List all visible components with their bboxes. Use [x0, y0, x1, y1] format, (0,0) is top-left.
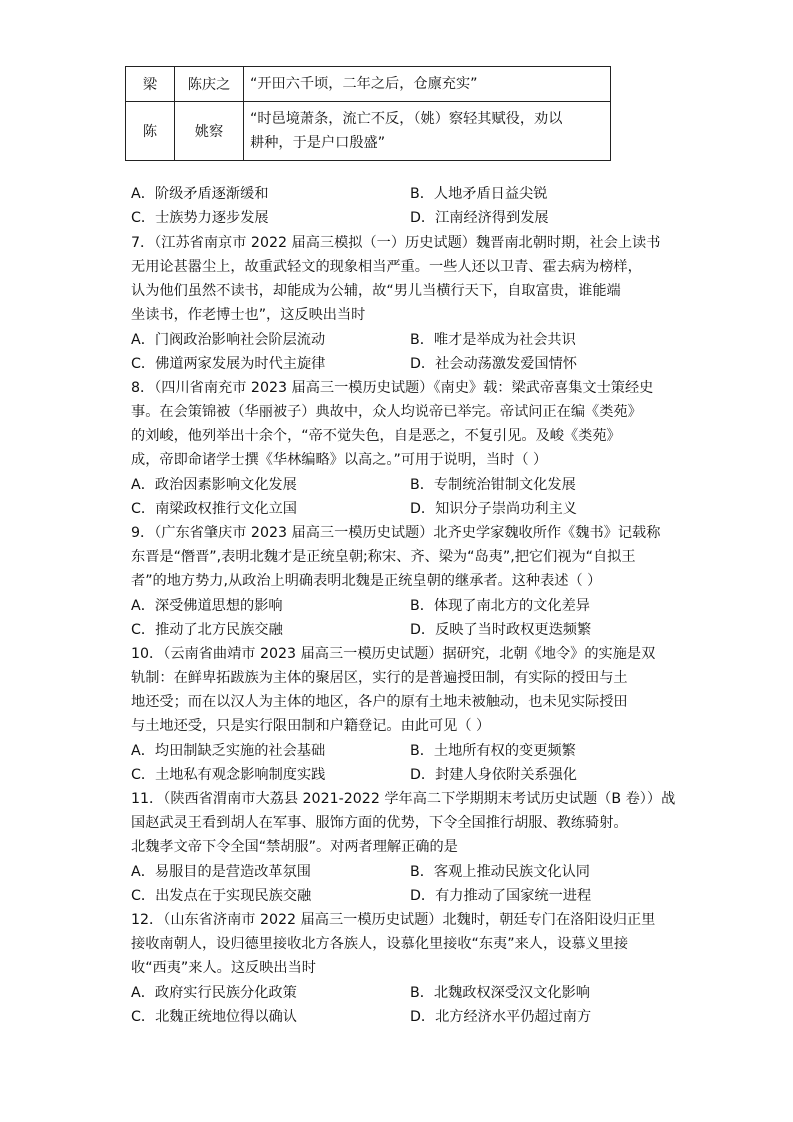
person-cell: 陈庆之	[175, 67, 244, 102]
person-cell: 姚察	[175, 102, 244, 161]
q11-stem-line: 11．（陕西省渭南市大荔县 2021-2022 学年高二下学期期末考试历史试题（B 卷））战	[131, 791, 676, 807]
q10-stem-line: 轨制：在鲜卑拓跋族为主体的聚居区，实行的是普遍授田制，有实际的授田与土	[131, 670, 628, 686]
q10-option-d: D．封建人身依附关系强化	[410, 767, 577, 783]
q8-option-b: B．专制统治钳制文化发展	[410, 477, 576, 493]
q11-option-d: D．有力推动了国家统一进程	[410, 888, 592, 904]
q10-option-a: A．均田制缺乏实施的社会基础	[131, 743, 326, 759]
q9-stem-line: 9．（广东省肇庆市 2023 届高三一模历史试题）北齐史学家魏收所作《魏书》记载称	[131, 525, 661, 541]
dynasty-cell: 梁	[126, 67, 175, 102]
q12-stem-line: 接收南朝人，设归德里接收北方各族人，设慕化里接收“东夷”来人，设慕义里接	[131, 936, 629, 952]
table-row	[126, 67, 611, 102]
q9-stem-line: 东晋是“僭晋”,表明北魏才是正统皇朝;称宋、齐、梁为“岛夷”,把它们视为“自拟王	[131, 549, 636, 565]
q9-option-d: D．反映了当时政权更迭频繁	[410, 622, 592, 638]
record-cell	[244, 102, 611, 161]
q11-stem-line: 北魏孝文帝下令全国“禁胡服”。对两者理解正确的是	[131, 839, 458, 855]
q6-option-d: D．江南经济得到发展	[410, 210, 549, 226]
q8-option-a: A．政治因素影响文化发展	[131, 477, 297, 493]
q7-stem-line: 认为他们虽然不读书，却能成为公辅，故“男儿当横行天下，自取富贵，谁能端	[131, 283, 621, 299]
q8-option-d: D．知识分子崇尚功利主义	[410, 501, 577, 517]
q8-stem-line: 成，帝即命诸学士撰《华林编略》以高之。”可用于说明，当时（ ）	[131, 452, 548, 468]
q11-option-b: B．客观上推动民族文化认同	[410, 864, 590, 880]
q12-option-b: B．北魏政权深受汉文化影响	[410, 985, 590, 1001]
q10-stem-line: 10．（云南省曲靖市 2023 届高三一模历史试题）据研究，北朝《地令》的实施是双	[131, 646, 656, 662]
q7-option-c: C．佛道两家发展为时代主旋律	[131, 356, 326, 372]
q12-stem-line: 12．（山东省济南市 2022 届高三一模历史试题）北魏时，朝廷专门在洛阳设归正里	[131, 912, 656, 928]
q11-option-a: A．易服目的是营造改革氛围	[131, 864, 311, 880]
q11-stem-line: 国赵武灵王看到胡人在军事、服饰方面的优势，下令全国推行胡服、教练骑射。	[131, 815, 628, 831]
q7-stem-line: 坐读书，作老博士也”，这反映出当时	[131, 307, 366, 323]
q10-stem-line: 地还受；而在以汉人为主体的地区，各户的原有土地未被触动，也未见实际授田	[131, 694, 628, 710]
q9-stem-line: 者”的地方势力,从政治上明确表明北魏是正统皇朝的继承者。这种表述（ ）	[131, 573, 602, 589]
q6-option-c: C．士族势力逐步发展	[131, 210, 269, 226]
q12-stem-line: 收“西夷”来人。这反映出当时	[131, 960, 316, 976]
record-cell: “开田六千顷，二年之后，仓廪充实”	[244, 67, 611, 102]
q12-option-d: D．北方经济水平仍超过南方	[410, 1009, 592, 1025]
q8-stem-line: 的刘峻，他列举出十余个，“帝不觉失色，自是恶之，不复引见。及峻《类苑》	[131, 428, 621, 444]
q7-option-a: A．门阀政治影响社会阶层流动	[131, 332, 326, 348]
record-line: 耕种，于是户口殷盛”	[250, 135, 386, 151]
q9-option-a: A．深受佛道思想的影响	[131, 598, 283, 614]
record-line: “时邑境萧条，流亡不反，（姚）察轻其赋役，劝以	[250, 111, 563, 127]
history-table	[125, 66, 611, 161]
q12-option-c: C．北魏正统地位得以确认	[131, 1009, 297, 1025]
q8-stem-line: 事。在会策锦被（华丽被子）典故中，众人均说帝已举完。帝试问正在编《类苑》	[131, 404, 642, 420]
q10-option-c: C．土地私有观念影响制度实践	[131, 767, 326, 783]
q8-option-c: C．南梁政权推行文化立国	[131, 501, 297, 517]
q9-option-c: C．推动了北方民族交融	[131, 622, 283, 638]
q7-stem-line: 无用论甚嚣尘上，故重武轻文的现象相当严重。一些人还以卫青、霍去病为榜样，	[131, 259, 642, 275]
q8-stem-line: 8．（四川省南充市 2023 届高三一模历史试题）《南史》载：梁武帝喜集文士策经史	[131, 380, 654, 396]
q6-option-a: A．阶级矛盾逐渐缓和	[131, 186, 269, 202]
q10-option-b: B．土地所有权的变更频繁	[410, 743, 576, 759]
q7-option-d: D．社会动荡激发爱国情怀	[410, 356, 577, 372]
q12-option-a: A．政府实行民族分化政策	[131, 985, 297, 1001]
q9-option-b: B．体现了南北方的文化差异	[410, 598, 590, 614]
dynasty-cell: 陈	[126, 102, 175, 161]
table-row	[126, 102, 611, 161]
q6-option-b: B．人地矛盾日益尖锐	[410, 186, 548, 202]
q11-option-c: C．出发点在于实现民族交融	[131, 888, 312, 904]
q7-option-b: B．唯才是举成为社会共识	[410, 332, 576, 348]
q10-stem-line: 与土地还受，只是实行限田制和户籍登记。由此可见（ ）	[131, 718, 491, 734]
q7-stem-line: 7．（江苏省南京市 2022 届高三模拟（一）历史试题）魏晋南北朝时期，社会上读书	[131, 235, 661, 251]
